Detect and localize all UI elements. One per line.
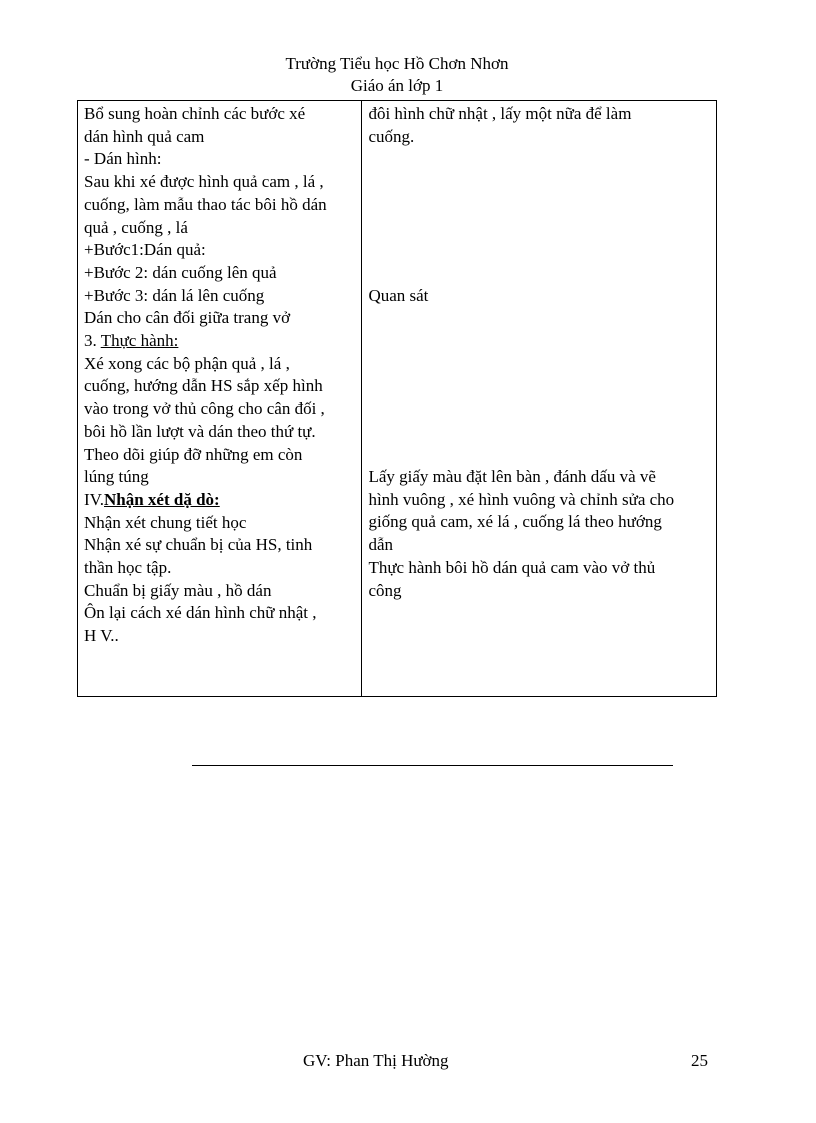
text-line: công [368,580,402,600]
text-line: H V.. [84,626,119,646]
text-line: hình vuông , xé hình vuông và chỉnh sửa cho [368,489,675,509]
text-line: Chuẩn bị giấy màu , hồ dán [84,580,272,600]
school-name: Trường Tiểu học Hồ Chơn Nhơn [285,54,509,73]
text-line: Lấy giấy màu đặt lên bàn , đánh dấu và vẽ [368,467,656,487]
teacher-activities-cell [78,101,362,697]
text-line: cuống, hướng dẫn HS sắp xếp hình [84,376,323,396]
text-line: Quan sát [368,285,429,305]
section-heading-review [84,489,355,512]
text-line: Nhận xét chung tiết học [84,512,247,532]
text-line: vào trong vở thủ công cho cân đối , [84,399,325,419]
page-number: 25 [691,1051,708,1070]
text-line: +Bước 2: dán cuống lên quả [84,262,277,282]
text-line: Dán cho cân đối giữa trang vở [84,308,291,328]
lesson-table [77,100,717,697]
text-line: - Dán hình: [84,149,162,169]
section-number: 3. [84,331,101,351]
document-subtitle: Giáo án lớp 1 [350,76,444,95]
text-line: Bổ sung hoàn chỉnh các bước xé [84,104,306,123]
text-line: Nhận xé sự chuẩn bị của HS, tinh [84,535,313,555]
table-row [78,101,717,697]
text-line: thần học tập. [84,558,172,578]
text-line: Theo dõi giúp đỡ những em còn [84,444,303,464]
text-line: Ôn lại cách xé dán hình chữ nhật , [84,603,317,623]
student-activities-cell [362,101,717,697]
text-line: bôi hồ lần lượt và dán theo thứ tự. [84,421,316,441]
section-heading-practice [84,330,355,353]
text-line: lúng túng [84,467,149,487]
text-line: dẫn [368,535,393,555]
text-line: dán hình quả cam [84,126,205,146]
teacher-name: GV: Phan Thị Hường [303,1051,449,1070]
text-line: Thực hành bôi hồ dán quả cam vào vở thủ [368,557,656,577]
text-line: cuống, làm mẫu thao tác bôi hồ dán [84,194,327,214]
section-number: IV. [84,489,104,509]
text-line: giống quả cam, xé lá , cuống lá theo hướng [368,512,662,532]
horizontal-divider [192,765,673,766]
text-line: +Bước 3: dán lá lên cuống [84,285,265,305]
text-line: Sau khi xé được hình quả cam , lá , [84,172,324,192]
text-line: quả , cuống , lá [84,217,188,237]
section-title: Nhận xét dặ dò: [104,489,220,509]
text-line: +Bước1:Dán quả: [84,240,206,260]
text-line: cuống. [368,126,415,146]
text-line: đôi hình chữ nhật , lấy một nữa để làm [368,104,632,123]
section-title: Thực hành: [100,331,179,351]
text-line: Xé xong các bộ phận quả , lá , [84,353,290,373]
